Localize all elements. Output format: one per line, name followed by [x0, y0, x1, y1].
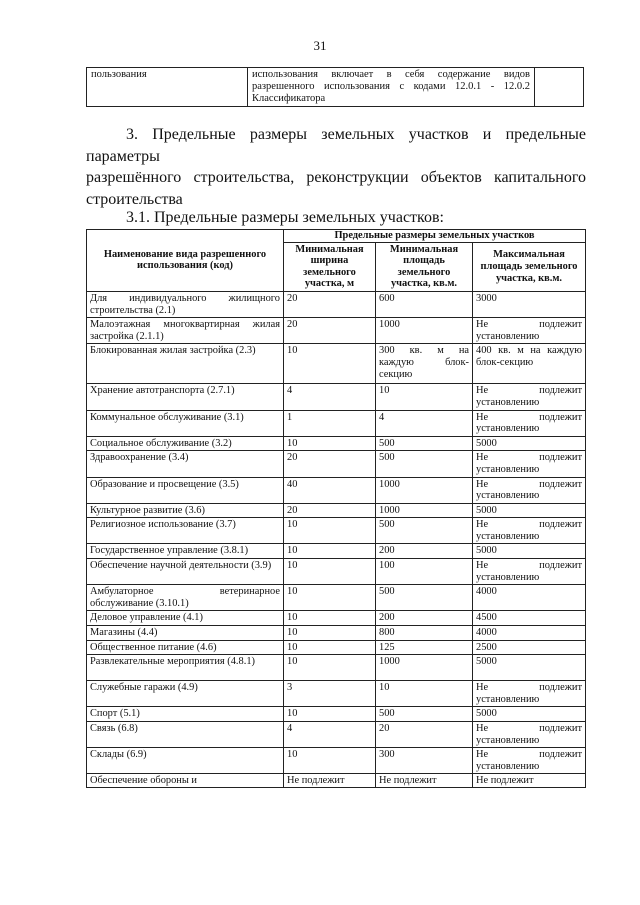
table-row	[87, 291, 586, 317]
table-body	[87, 291, 586, 787]
cell-max-area: 5000	[473, 436, 586, 451]
cell-min-width: 10	[284, 611, 376, 626]
cell-max-area: 5000	[473, 655, 586, 681]
cell-use-name: Обеспечение обороны и	[87, 774, 284, 788]
cell-use-name: Здравоохранение (3.4)	[87, 451, 284, 477]
header-max-area: Максимальная площадь земельного участка, кв.м.	[473, 242, 586, 291]
section-heading-line: разрешённого строительства, реконструкции объектов капитального	[86, 169, 586, 186]
table-row	[87, 585, 586, 611]
sub-heading: 3.1. Предельные размеры земельных участков:	[126, 209, 444, 226]
cell-min-width: 1	[284, 410, 376, 436]
cell-max-area: Не подлежит установлению	[473, 518, 586, 544]
cell-min-width: 3	[284, 681, 376, 707]
table-row	[87, 544, 586, 559]
cell-min-width: 10	[284, 585, 376, 611]
header-min-area: Минимальная площадь земельного участка, кв.м.	[376, 242, 473, 291]
cell-min-width: 10	[284, 518, 376, 544]
cell-min-area: 200	[376, 544, 473, 559]
table-row	[87, 640, 586, 655]
header-group: Предельные размеры земельных участков	[284, 230, 586, 243]
cell-min-area: 200	[376, 611, 473, 626]
cell-use-name: Обеспечение научной деятельности (3.9)	[87, 559, 284, 585]
land-plot-size-table	[86, 229, 586, 788]
cell-max-area: Не подлежит	[473, 774, 586, 788]
cell-min-area: 1000	[376, 503, 473, 518]
table-row	[87, 681, 586, 707]
table-row	[87, 774, 586, 788]
table-row	[87, 344, 586, 384]
table-row	[87, 559, 586, 585]
cell-max-area: 5000	[473, 707, 586, 722]
cell-min-area: 10	[376, 681, 473, 707]
cell-use-name: Амбулаторное ветеринарное обслуживание (3.10.1)	[87, 585, 284, 611]
table-row	[87, 707, 586, 722]
cell-min-area: 20	[376, 722, 473, 748]
section-heading-line: строительства	[86, 190, 183, 208]
cell-min-width: 10	[284, 436, 376, 451]
cell-min-width: 10	[284, 748, 376, 774]
cell-use-name: Религиозное использование (3.7)	[87, 518, 284, 544]
cell-use-name: Связь (6.8)	[87, 722, 284, 748]
cell-use-name: Развлекательные мероприятия (4.8.1)	[87, 655, 284, 681]
table-header-row	[87, 230, 586, 243]
cell-min-width: 10	[284, 626, 376, 641]
cell-max-area: 4000	[473, 585, 586, 611]
cell-min-width: 10	[284, 640, 376, 655]
cell-min-area: 1000	[376, 655, 473, 681]
cell-use-name: Хранение автотранспорта (2.7.1)	[87, 384, 284, 410]
cell-min-area: 500	[376, 436, 473, 451]
table-row	[87, 436, 586, 451]
cell-min-area: 800	[376, 626, 473, 641]
cell-use-name: Для индивидуального жилищного строительства (2.1)	[87, 291, 284, 317]
cell-max-area: Не подлежит установлению	[473, 451, 586, 477]
cell-min-area: 4	[376, 410, 473, 436]
section-heading-line: 3. Предельные размеры земельных участков и предельные параметры	[86, 126, 586, 165]
cell-max-area: 400 кв. м на каждую блок-секцию	[473, 344, 586, 384]
cell-use-name: Магазины (4.4)	[87, 626, 284, 641]
cell-min-area: 500	[376, 585, 473, 611]
cell-use-name: Социальное обслуживание (3.2)	[87, 436, 284, 451]
table-row	[87, 68, 584, 107]
cell-max-area: 5000	[473, 544, 586, 559]
table-row	[87, 655, 586, 681]
cell-max-area: Не подлежит установлению	[473, 410, 586, 436]
cell-min-width: 10	[284, 544, 376, 559]
cell-min-area: 500	[376, 451, 473, 477]
cell-min-width: 10	[284, 559, 376, 585]
cell-max-area: 4000	[473, 626, 586, 641]
cell-min-width: 10	[284, 655, 376, 681]
cell-min-area: 300	[376, 748, 473, 774]
cell-min-width: 10	[284, 344, 376, 384]
cell-min-area: 125	[376, 640, 473, 655]
cell-max-area: Не подлежит установлению	[473, 477, 586, 503]
cell-min-area: 500	[376, 707, 473, 722]
cell-max-area: Не подлежит установлению	[473, 384, 586, 410]
cell-use-name: Деловое управление (4.1)	[87, 611, 284, 626]
cell-min-width: Не подлежит	[284, 774, 376, 788]
cell-max-area: Не подлежит установлению	[473, 318, 586, 344]
table-row	[87, 384, 586, 410]
cell-max-area: Не подлежит установлению	[473, 748, 586, 774]
cell-min-width: 20	[284, 291, 376, 317]
continuation-table	[86, 67, 584, 107]
cell-use-name: Государственное управление (3.8.1)	[87, 544, 284, 559]
header-min-width: Минимальная ширина земельного участка, м	[284, 242, 376, 291]
cell-min-area: 1000	[376, 477, 473, 503]
cell-use-name: Общественное питание (4.6)	[87, 640, 284, 655]
table-row	[87, 748, 586, 774]
header-name: Наименование вида разрешенного использования (код)	[87, 230, 284, 292]
cell-use-name: Склады (6.9)	[87, 748, 284, 774]
cell-max-area: Не подлежит установлению	[473, 722, 586, 748]
cell-min-area: 500	[376, 518, 473, 544]
cell-use-name: Образование и просвещение (3.5)	[87, 477, 284, 503]
table-row	[87, 503, 586, 518]
cell-use-name: Спорт (5.1)	[87, 707, 284, 722]
cell-min-width: 10	[284, 707, 376, 722]
cell-use-name: Служебные гаражи (4.9)	[87, 681, 284, 707]
cell-use-name: Культурное развитие (3.6)	[87, 503, 284, 518]
cell-min-area: Не подлежит	[376, 774, 473, 788]
cell-max-area: Не подлежит установлению	[473, 681, 586, 707]
cell-max-area: Не подлежит установлению	[473, 559, 586, 585]
cell-min-width: 20	[284, 503, 376, 518]
section-heading	[86, 124, 586, 210]
cell-min-width: 4	[284, 384, 376, 410]
cell-min-width: 20	[284, 318, 376, 344]
cell-min-width: 40	[284, 477, 376, 503]
page-number: 31	[313, 38, 327, 53]
cell-max-area: 5000	[473, 503, 586, 518]
cell-use-name: Блокированная жилая застройка (2.3)	[87, 344, 284, 384]
table-row	[87, 722, 586, 748]
table-row	[87, 410, 586, 436]
cell-min-area: 10	[376, 384, 473, 410]
cell-min-area: 1000	[376, 318, 473, 344]
cell-min-area: 300 кв. м на каждую блок-секцию	[376, 344, 473, 384]
cell-use-name: Коммунальное обслуживание (3.1)	[87, 410, 284, 436]
cell-use-name: Малоэтажная многоквартирная жилая застройка (2.1.1)	[87, 318, 284, 344]
table-row	[87, 451, 586, 477]
cell-min-width: 20	[284, 451, 376, 477]
cell-min-area: 600	[376, 291, 473, 317]
table-row	[87, 626, 586, 641]
cell-min-area: 100	[376, 559, 473, 585]
cell-max-area: 3000	[473, 291, 586, 317]
table-row	[87, 611, 586, 626]
table-cell: использования включает в себя содержание видов разрешенного использования с кодами 12.0.1 - 12.0.2 Классификатора	[248, 68, 535, 107]
table-row	[87, 518, 586, 544]
table-row	[87, 318, 586, 344]
cell-max-area: 2500	[473, 640, 586, 655]
cell-max-area: 4500	[473, 611, 586, 626]
cell-min-width: 4	[284, 722, 376, 748]
table-row	[87, 477, 586, 503]
table-cell: пользования	[87, 68, 248, 107]
table-cell	[535, 68, 584, 107]
